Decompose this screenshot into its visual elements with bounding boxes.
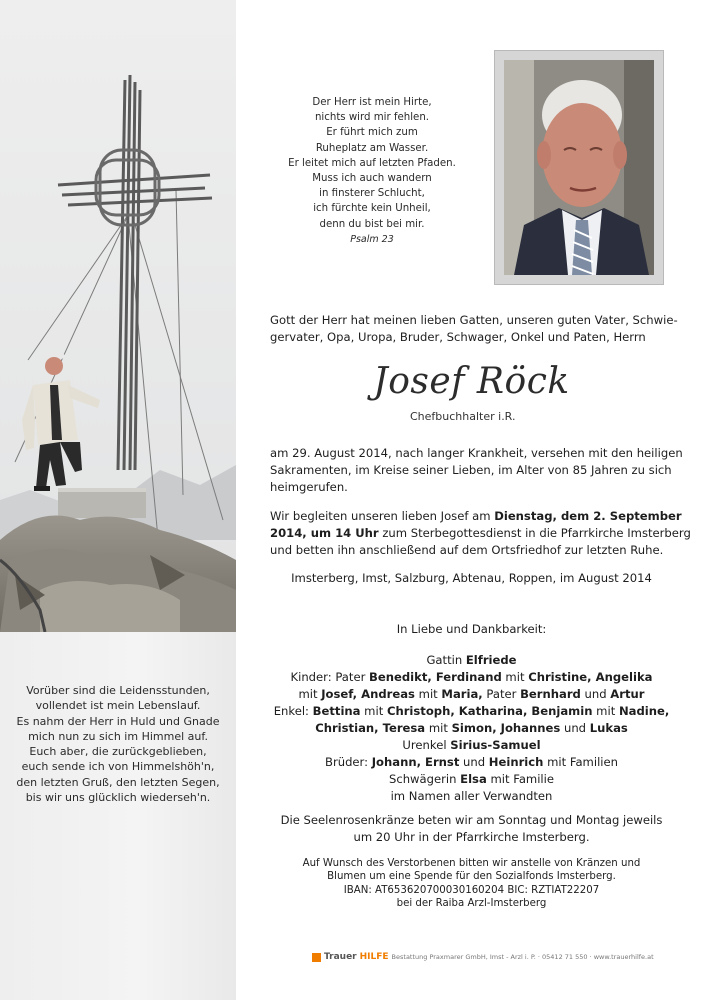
psalm-line: Muss ich auch wandern (312, 173, 432, 185)
mourners-list (236, 652, 707, 805)
side-poem-line: bis wir uns glücklich wiederseh'n. (25, 791, 211, 805)
funeral-line (270, 525, 691, 542)
psalm-line: Er führt mich zum (326, 127, 418, 139)
donation-line: Auf Wunsch des Verstorbenen bitten wir anstelle von Kränzen und (302, 858, 641, 869)
psalm-line: nichts wird mir fehlen. (314, 112, 430, 124)
psalm-line: Er leitet mich auf letzten Pfaden. (288, 157, 456, 169)
mourner-text: mit (501, 670, 529, 684)
psalm-line: ich fürchte kein Unheil, (313, 203, 431, 215)
mourner-line: im Namen aller Verwandten (390, 789, 553, 803)
mourner-line (236, 771, 707, 788)
logo-text: Trauer (324, 952, 357, 962)
mourner-text: Pater (482, 687, 521, 701)
mourner-name: Bernhard (520, 687, 581, 701)
mourner-text: Enkel: (273, 704, 313, 718)
mourner-line (236, 669, 707, 686)
mourner-text: Schwägerin (388, 772, 461, 786)
mourner-name: Heinrich (488, 755, 544, 769)
mourner-name: Christine, Angelika (528, 670, 653, 684)
donation-line: IBAN: AT653620700030160204 BIC: RZTIAT22207 (343, 884, 600, 896)
mourner-text: Gattin (426, 653, 466, 667)
mourner-name: Johann, Ernst (371, 755, 460, 769)
psalm-line: Der Herr ist mein Hirte, (312, 97, 432, 108)
mourner-name: Christian, Teresa (315, 721, 426, 735)
mourner-line (236, 720, 707, 737)
donation-line: Blumen um eine Spende für den Sozialfonds Imsterberg. (327, 871, 616, 883)
side-poem (0, 683, 236, 805)
funeral-line: und betten ihn anschließend auf dem Ortsfriedhof zur letzten Ruhe. (270, 543, 664, 557)
sidebar (0, 0, 236, 1000)
psalm-reference: Psalm 23 (350, 233, 394, 245)
death-notice (270, 445, 685, 496)
mourner-line (236, 686, 707, 703)
funeral-text: zum Sterbegottesdienst in die Pfarrkirche Imsterberg (378, 526, 691, 540)
side-poem-line: mich nun zu sich im Himmel auf. (28, 729, 208, 743)
mourner-name: Josef, Andreas (321, 687, 415, 701)
summit-cross-photo (0, 0, 236, 632)
footer-contact: Bestattung Praxmarer GmbH, Imst - Arzl i. P. · 05412 71 550 · www.trauerhilfe.at (391, 953, 654, 961)
intro-line: gervater, Opa, Uropa, Bruder, Schwager, Onkel und Paten, Herrn (270, 330, 646, 344)
mourner-text: mit Familien (543, 755, 618, 769)
logo-text-accent: HILFE (359, 952, 389, 962)
deceased-title: Chefbuchhalter i.R. (410, 410, 516, 423)
death-notice-line: heimgerufen. (270, 480, 348, 494)
mourner-name: Sirius-Samuel (450, 738, 541, 752)
mourner-line (236, 703, 707, 720)
funeral-line (270, 508, 685, 525)
intro-line: Gott der Herr hat meinen lieben Gatten, unseren guten Vater, Schwie- (270, 313, 678, 327)
mourner-name: Artur (610, 687, 645, 701)
mourner-name: Maria, (441, 687, 483, 701)
mourner-text: Urenkel (402, 738, 451, 752)
funeral-date: Dienstag, dem 2. September (494, 509, 682, 523)
mourner-name: Lukas (589, 721, 628, 735)
main-content (236, 0, 707, 1000)
mourner-name: Christoph, Katharina, Benjamin (386, 704, 593, 718)
mourner-text: und (459, 755, 489, 769)
place-date: Imsterberg, Imst, Salzburg, Abtenau, Roppen, im August 2014 (291, 571, 652, 585)
side-poem-line: euch sende ich von Himmelshöh'n, (21, 760, 215, 774)
mourner-text: mit Familie (486, 772, 555, 786)
mourner-text: mit (414, 687, 442, 701)
donation-line: bei der Raiba Arzl-Imsterberg (396, 898, 547, 910)
mourner-name: Bettina (312, 704, 361, 718)
side-poem-line: Euch aber, die zurückgeblieben, (29, 745, 207, 759)
mourner-name: Elfriede (465, 653, 517, 667)
rosary-notice (236, 812, 707, 846)
mourner-name: Nadine, (618, 704, 670, 718)
donation-notice (236, 857, 707, 911)
psalm-line: Ruheplatz am Wasser. (315, 142, 429, 154)
mourner-text: Kinder: Pater (290, 670, 370, 684)
portrait-frame (494, 50, 664, 285)
death-notice-line: Sakramenten, im Kreise seiner Lieben, im Alter von 85 Jahren zu sich (270, 463, 672, 477)
mourner-text: Brüder: (325, 755, 372, 769)
psalm-quote (256, 95, 488, 247)
side-poem-line: vollendet ist mein Lebenslauf. (35, 699, 201, 713)
deceased-name: Josef Röck (373, 361, 570, 402)
mourner-name: Benedikt, Ferdinand (369, 670, 502, 684)
death-notice-line: am 29. August 2014, nach langer Krankheit, versehen mit den heiligen (270, 446, 683, 460)
logo-icon (312, 953, 321, 962)
gratitude-heading: In Liebe und Dankbarkeit: (396, 622, 547, 636)
mourner-line (236, 652, 707, 669)
mourner-name: Elsa (460, 772, 487, 786)
funeral-time: 2014, um 14 Uhr (270, 526, 379, 540)
rosary-line: um 20 Uhr in der Pfarrkirche Imsterberg. (353, 830, 590, 844)
portrait-photo (504, 60, 654, 275)
rosary-line: Die Seelenrosenkränze beten wir am Sonntag und Montag jeweils (280, 813, 663, 827)
funeral-details (270, 508, 691, 559)
mourner-text: mit (298, 687, 322, 701)
mourner-line (236, 754, 707, 771)
funeral-text: Wir begleiten unseren lieben Josef am (270, 509, 495, 523)
mourner-line (236, 737, 707, 754)
mourner-name: Simon, Johannes (451, 721, 561, 735)
intro-text (270, 312, 685, 346)
side-poem-line: Es nahm der Herr in Huld und Gnade (16, 714, 220, 728)
mourner-text: mit (592, 704, 619, 718)
mourner-text: und (560, 721, 590, 735)
psalm-line: denn du bist bei mir. (319, 218, 425, 230)
footer (312, 952, 654, 962)
psalm-line: in finsterer Schlucht, (319, 188, 425, 200)
mourner-text: und (580, 687, 611, 701)
mourner-text: mit (360, 704, 387, 718)
side-poem-line: den letzten Gruß, den letzten Segen, (16, 775, 220, 789)
mourner-text: mit (425, 721, 452, 735)
side-poem-line: Vorüber sind die Leidensstunden, (26, 684, 210, 697)
